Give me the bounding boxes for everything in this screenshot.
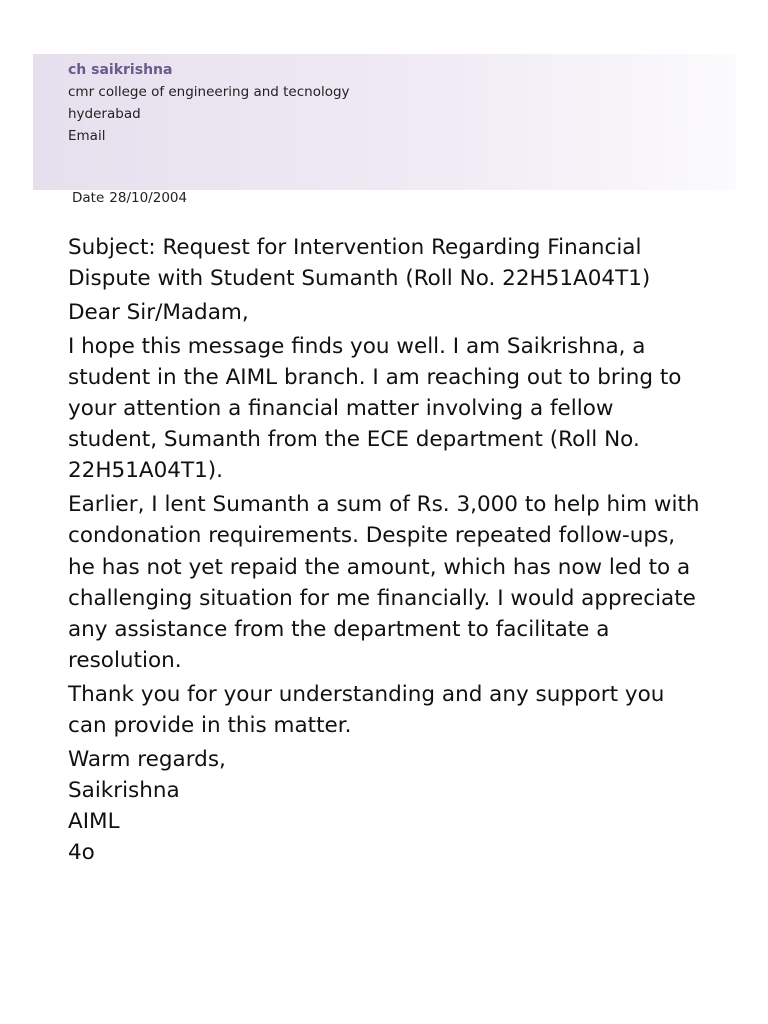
letter-body bbox=[68, 232, 708, 871]
letter-paragraph-1: I hope this message finds you well. I am Saikrishna, a student in the AIML branch. I am reaching out to bring to your attention a financial matter involving a fellow student, Sumanth from the ECE department (Roll No. 22H51A04T1). bbox=[68, 333, 682, 484]
letter-closing: Warm regards, bbox=[68, 746, 226, 772]
letter-salutation: Dear Sir/Madam, bbox=[68, 299, 249, 325]
date-label: Date bbox=[72, 190, 105, 206]
letter-paragraph-3: Thank you for your understanding and any support you can provide in this matter. bbox=[68, 681, 665, 739]
trailing-text: 4o bbox=[68, 840, 95, 866]
date-value: 28/10/2004 bbox=[109, 190, 188, 206]
letter-date bbox=[72, 189, 187, 207]
signature-branch: AIML bbox=[68, 809, 120, 835]
letter-signature-block bbox=[68, 744, 708, 869]
sender-email-label: Email bbox=[68, 128, 106, 144]
signature-name: Saikrishna bbox=[68, 777, 180, 803]
sender-city: hyderabad bbox=[68, 106, 141, 122]
sender-college: cmr college of engineering and tecnology bbox=[68, 84, 350, 100]
letter-subject: Subject: Request for Intervention Regarding Financial Dispute with Student Sumanth (Roll No. 22H51A04T1) bbox=[68, 235, 651, 292]
letter-paragraph-2: Earlier, I lent Sumanth a sum of Rs. 3,000 to help him with condonation requirements. Despite repeated follow-ups, he has not yet repaid the amount, which has now led to a challenging situation for me financially. I would appreciate any assistance from the department to facilitate a resolution. bbox=[68, 492, 700, 674]
sender-name: ch saikrishna bbox=[68, 62, 173, 78]
